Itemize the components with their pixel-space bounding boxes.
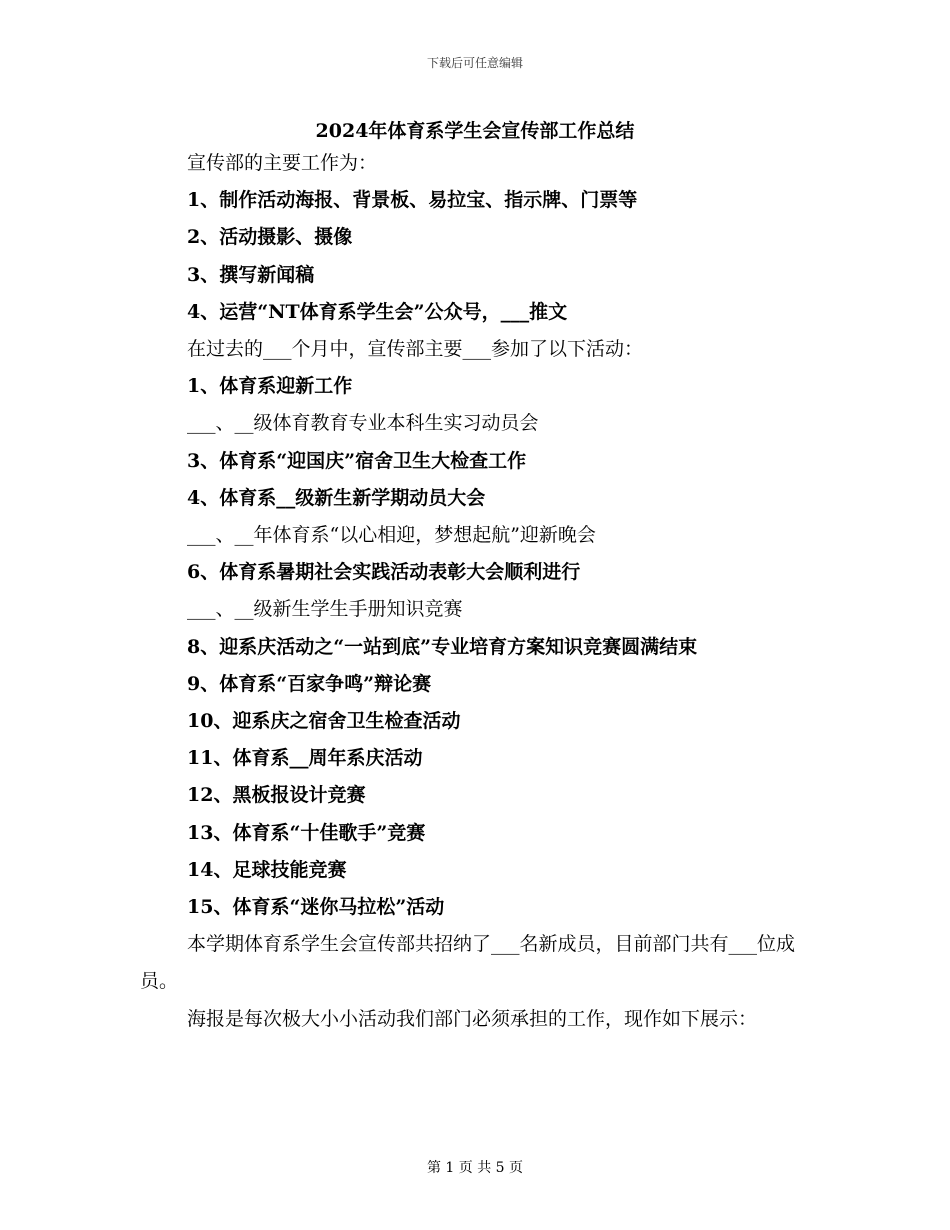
list-item: 1、制作活动海报、背景板、易拉宝、指示牌、门票等	[187, 189, 638, 212]
page-footer: 第 1 页 共 5 页	[426, 1160, 524, 1176]
paragraph: 海报是每次极大小小活动我们部门必须承担的工作，现作如下展示：	[187, 1007, 758, 1030]
list-item: 6、体育系暑期社会实践活动表彰大会顺利进行	[187, 561, 581, 584]
header-note: 下载后可任意编辑	[426, 56, 523, 70]
list-item: 2、活动摄影、摄像	[187, 226, 353, 249]
list-item: 8、迎系庆活动之“一站到底”专业培育方案知识竞赛圆满结束	[187, 635, 698, 658]
page-title: 2024年体育系学生会宣传部工作总结	[315, 120, 635, 142]
document-body	[140, 145, 820, 1038]
list-item: 10、迎系庆之宿舍卫生检查活动	[187, 710, 461, 733]
list-item: 13、体育系“十佳歌手”竞赛	[187, 821, 426, 844]
list-item: ___、__级体育教育专业本科生实习动员会	[187, 412, 539, 435]
intro-line: 宣传部的主要工作为：	[187, 152, 378, 174]
list-item: 3、撰写新闻稿	[187, 263, 315, 286]
list-item: 15、体育系“迷你马拉松”活动	[187, 896, 445, 919]
list-item: ___、__级新生学生手册知识竞赛	[187, 598, 463, 621]
list-item: 4、运营“NT体育系学生会”公众号，___推文	[187, 300, 568, 323]
paragraph: 本学期体育系学生会宣传部共招纳了___名新成员，目前部门共有___位成员。	[140, 933, 796, 993]
list-item: 11、体育系__周年系庆活动	[187, 747, 423, 770]
list-item: 12、黑板报设计竞赛	[187, 784, 366, 807]
list-item: 1、体育系迎新工作	[187, 375, 353, 398]
list-item: 4、体育系__级新生新学期动员大会	[187, 486, 486, 509]
list-item: 14、足球技能竞赛	[187, 858, 347, 881]
list-item: 3、体育系“迎国庆”宿舍卫生大检查工作	[187, 449, 527, 472]
intro-line: 在过去的___个月中，宣传部主要___参加了以下活动：	[187, 338, 644, 361]
list-item: 9、体育系“百家争鸣”辩论赛	[187, 672, 432, 695]
list-item: ___、__年体育系“以心相迎，梦想起航”迎新晚会	[187, 524, 596, 547]
